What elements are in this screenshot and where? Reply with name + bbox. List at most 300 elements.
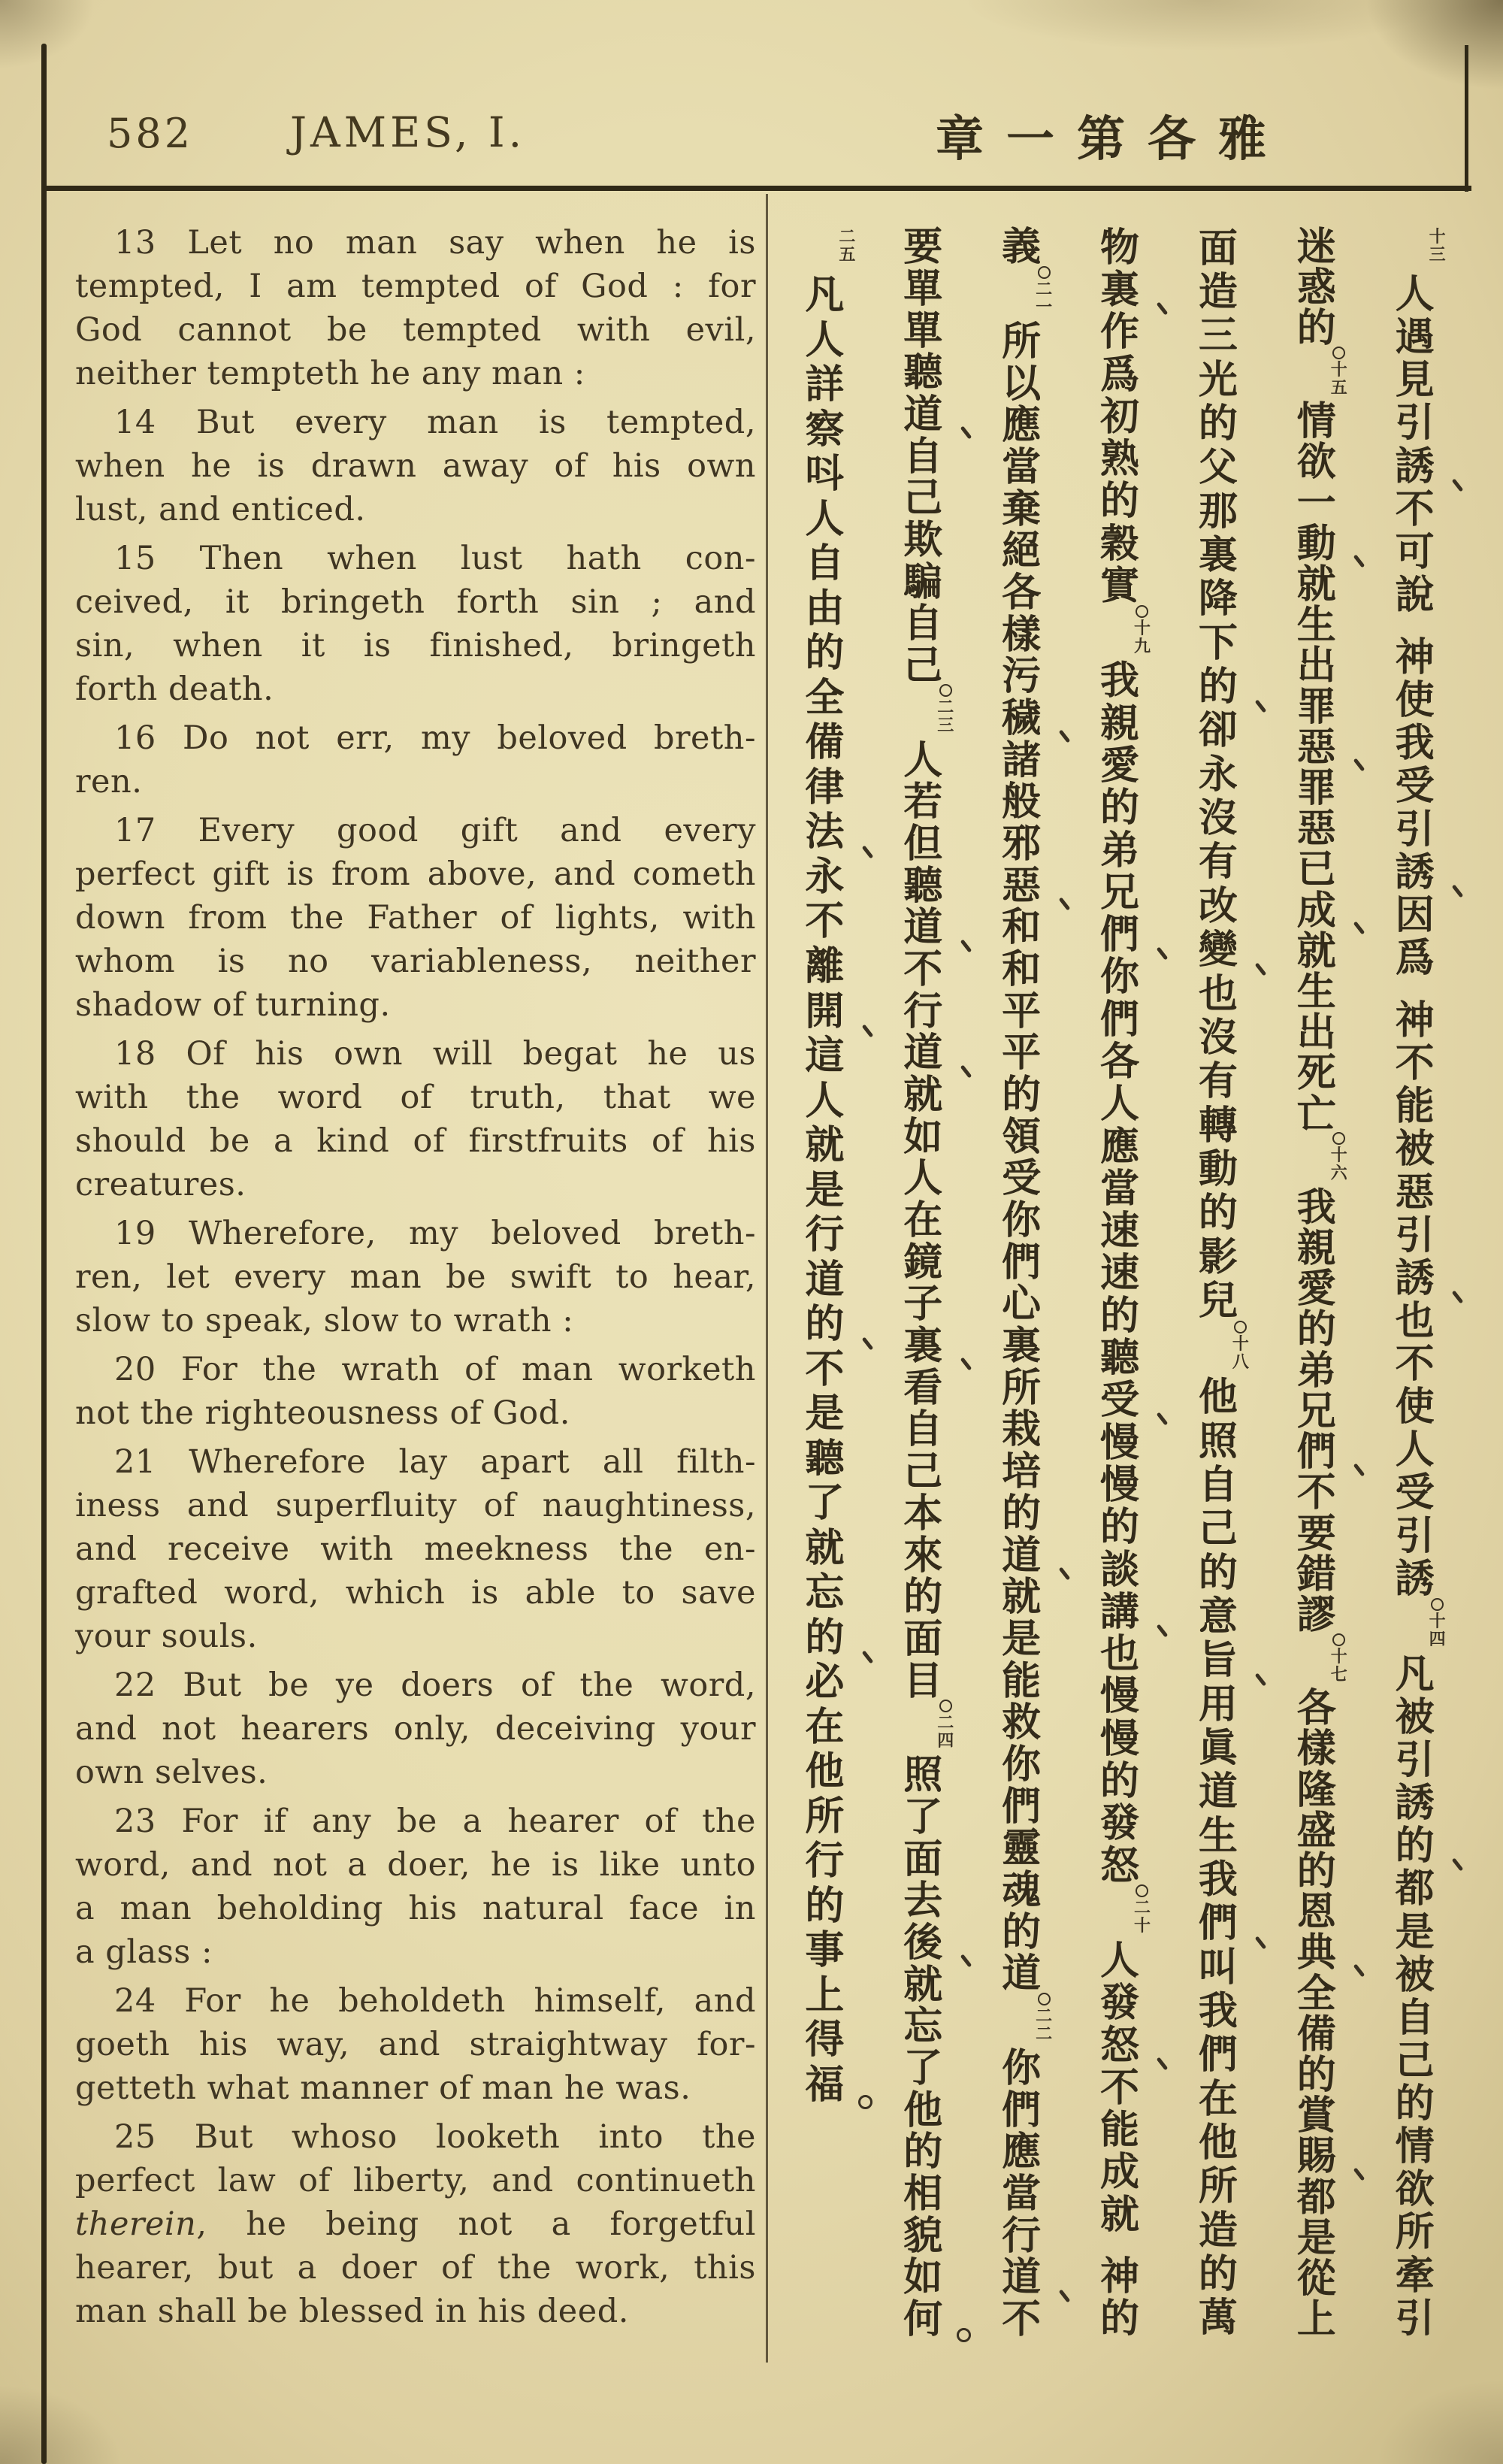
cjk-char: 的 — [1002, 1909, 1042, 1955]
marker-digit: 十 — [1330, 359, 1347, 380]
cjk-char: 受 — [1395, 1470, 1435, 1516]
cjk-char: 人 — [1099, 1937, 1139, 1984]
marker-digit: 二 — [1036, 2024, 1053, 2044]
cjk-char: 培 — [1002, 1448, 1042, 1495]
cjk-char: 不 — [1395, 1040, 1435, 1087]
cjk-char: 萬 — [1198, 2295, 1238, 2341]
cjk-char: 下 — [1198, 619, 1238, 666]
cjk-char: 們 — [1071, 910, 1169, 952]
cjk-char: 貌 — [903, 2212, 943, 2259]
cjk-char: 弟 — [1099, 827, 1139, 873]
cjk-char: 絕 — [1002, 528, 1042, 574]
cjk-char: 上 — [805, 1972, 845, 2018]
cjk-char: 都 — [1296, 2174, 1336, 2220]
marker-digit: 五 — [839, 245, 856, 265]
cjk-char: 們 — [1267, 1427, 1365, 1468]
cjk-char: 的 — [1169, 661, 1267, 704]
cjk-char: 成 — [1267, 886, 1365, 927]
cjk-char: 己 — [1395, 2037, 1435, 2084]
cjk-char: 道 — [874, 390, 972, 432]
cjk-char: 的 — [1296, 1306, 1336, 1353]
cjk-char: 出 — [1296, 1010, 1336, 1056]
verse-line: down from the Father of lights, with — [75, 899, 756, 937]
cjk-char: 不 — [1099, 2064, 1139, 2111]
marker-digit: 二 — [1133, 1898, 1151, 1918]
cjk-char: 都 — [1395, 1866, 1435, 1912]
verse-line: 20 For the wrath of man worketh — [114, 1351, 756, 1388]
cjk-char: 由 — [805, 585, 845, 631]
marker-digit: 六 — [1330, 1164, 1347, 1184]
cjk-char: 的 — [1099, 1292, 1139, 1339]
cjk-char: 慢 — [1099, 1419, 1139, 1466]
marker-digit: 十 — [1330, 1646, 1347, 1666]
cjk-char: 神 — [1395, 634, 1435, 681]
cjk-char: 我 — [1296, 1184, 1336, 1230]
marker-digit: 十 — [1429, 1611, 1446, 1631]
marker-digit: 三 — [937, 716, 954, 736]
cjk-char: 不 — [1296, 1470, 1336, 1516]
cjk-char: 他 — [805, 1748, 845, 1795]
marker-digit: 十 — [1232, 1333, 1249, 1354]
cjk-char: 不 — [1395, 1341, 1435, 1388]
cjk-char: 沒 — [1198, 1014, 1238, 1061]
marker-circle — [1332, 1633, 1345, 1646]
verse-line: a man beholding his natural face in — [75, 1890, 756, 1927]
cjk-char: 所 — [1395, 2209, 1435, 2256]
cjk-char: 成 — [1099, 2149, 1139, 2196]
cjk-char: 人 — [903, 1155, 943, 1202]
marker-digit: 十 — [1330, 1146, 1347, 1166]
verse-line: forth death. — [75, 670, 274, 708]
verse-line: word, and not a doer, he is like unto — [75, 1846, 756, 1884]
chinese-column — [874, 222, 972, 2342]
cjk-char: 欲 — [1296, 439, 1336, 486]
cjk-char: 騙 — [903, 558, 943, 605]
chinese-column — [776, 222, 874, 2336]
cjk-char: 誘 — [1365, 1253, 1464, 1296]
cjk-char: 你 — [1002, 1197, 1042, 1244]
cjk-char: 裏 — [1198, 532, 1238, 579]
verse-line: sin, when it is finished, bringeth — [75, 627, 756, 664]
cjk-char: 來 — [903, 1532, 943, 1579]
cjk-char: 道 — [1002, 1951, 1042, 1997]
cjk-char: 子 — [903, 1281, 943, 1327]
cjk-char: 可 — [1395, 528, 1435, 575]
cjk-char: 的 — [1296, 305, 1336, 352]
cjk-char: 怒 — [1071, 2021, 1169, 2063]
cjk-char: 引 — [1395, 1512, 1435, 1559]
cjk-char: 父 — [1198, 444, 1238, 491]
cjk-char: 己 — [1198, 1506, 1238, 1552]
cjk-char: 受 — [1395, 763, 1435, 810]
cjk-char: 熟 — [1099, 436, 1139, 483]
cjk-char: 欲 — [1395, 2166, 1435, 2213]
cjk-char: 的 — [1198, 1190, 1238, 1237]
cjk-char: 在 — [805, 1703, 845, 1750]
cjk-char: 賜 — [1267, 2133, 1365, 2173]
cjk-char: 聽 — [1099, 1335, 1139, 1382]
cjk-char: 也 — [1099, 1631, 1139, 1678]
chinese-column — [972, 222, 1071, 2342]
verse-paragraph — [75, 1979, 756, 2110]
cjk-char: 速 — [1099, 1250, 1139, 1297]
cjk-char: 受 — [1002, 1155, 1042, 1202]
marker-circle — [1234, 1321, 1247, 1333]
cjk-char: 忘 — [805, 1570, 845, 1616]
marker-digit: 七 — [1330, 1664, 1347, 1685]
cjk-char: 遇 — [1395, 314, 1435, 361]
marker-circle — [1136, 605, 1148, 618]
cjk-char: 的 — [1099, 785, 1139, 831]
cjk-char: 單 — [903, 266, 943, 313]
cjk-char: 行 — [805, 1838, 845, 1884]
verse-line: 25 But whoso looketh into the — [114, 2118, 756, 2156]
cjk-char: 福 — [776, 2059, 874, 2104]
cjk-char: 面 — [903, 1615, 943, 1662]
cjk-char: 的 — [1002, 1490, 1042, 1536]
verse-number-marker — [1134, 1883, 1151, 1936]
cjk-char: 引 — [1395, 1212, 1435, 1258]
verse-line: 16 Do not err, my beloved breth- — [114, 719, 756, 757]
marker-digit: 二 — [1036, 2005, 1053, 2026]
running-head-book-title: JAMES, I. — [290, 108, 526, 156]
cjk-char: 穢 — [972, 694, 1071, 736]
cjk-char: 發 — [1099, 1980, 1139, 2027]
cjk-char: 以 — [1002, 360, 1042, 407]
cjk-char: 要 — [903, 224, 943, 271]
cjk-char: 察 — [805, 406, 845, 453]
cjk-char: 談 — [1099, 1546, 1139, 1593]
cjk-char: 能 — [1099, 2107, 1139, 2154]
cjk-char: 亡 — [1296, 1091, 1336, 1137]
cjk-char: 全 — [1296, 1970, 1336, 2017]
cjk-char: 相 — [903, 2170, 943, 2217]
cjk-char: 你 — [1002, 1741, 1042, 1787]
cjk-char: 轉 — [1198, 1102, 1238, 1149]
cjk-char: 造 — [1198, 269, 1238, 316]
verse-line: whom is no variableness, neither — [75, 943, 756, 980]
verse-line: ren. — [75, 763, 143, 801]
cjk-char: 動 — [1267, 519, 1365, 560]
cjk-char: 諸 — [1002, 737, 1042, 783]
marker-circle — [939, 684, 952, 697]
verse-paragraph — [75, 1348, 756, 1435]
verse-line: 17 Every good gift and every — [114, 812, 756, 849]
cjk-char: 沒 — [1198, 795, 1238, 842]
cjk-char: 實 — [1099, 563, 1139, 610]
cjk-char: 的 — [1365, 1821, 1464, 1863]
verse-line: getteth what manner of man he was. — [75, 2069, 691, 2107]
cjk-char: 他 — [1198, 1374, 1238, 1421]
cjk-char: 心 — [1002, 1281, 1042, 1327]
cjk-char: 了 — [805, 1480, 845, 1527]
cjk-char: 救 — [1002, 1700, 1042, 1746]
cjk-char: 的 — [1296, 1848, 1336, 1894]
cjk-char: 典 — [1267, 1929, 1365, 1969]
verse-line: should be a kind of firstfruits of his — [75, 1122, 756, 1160]
cjk-char: 迷 — [1296, 223, 1336, 270]
verse-paragraph — [75, 1212, 756, 1342]
cjk-char: 就 — [1002, 1574, 1042, 1621]
cjk-char: 要 — [1296, 1510, 1336, 1557]
verse-line: grafted word, which is able to save — [75, 1574, 756, 1612]
cjk-char: 欺 — [903, 517, 943, 564]
cjk-char: 的 — [1198, 401, 1238, 447]
cjk-char: 就 — [903, 1961, 943, 2008]
cjk-char: 他 — [1198, 2120, 1238, 2166]
cjk-char: 情 — [1395, 2123, 1435, 2170]
cjk-char: 己 — [903, 1448, 943, 1495]
cjk-period — [858, 2095, 872, 2109]
cjk-char: 就 — [1296, 562, 1336, 608]
cjk-char: 得 — [805, 2017, 845, 2063]
verse-paragraph — [75, 221, 756, 395]
verse-line: perfect gift is from above, and cometh — [75, 855, 756, 893]
cjk-char: 所 — [1002, 319, 1042, 365]
verse-line: ren, let every man be swift to hear, — [75, 1258, 756, 1296]
cjk-char: 自 — [1198, 1461, 1238, 1508]
cjk-char: 是 — [1395, 1909, 1435, 1955]
cjk-char: 各 — [1099, 1039, 1139, 1085]
verse-line: 18 Of his own will begat he us — [114, 1035, 756, 1073]
cjk-char: 的 — [1099, 1758, 1139, 1805]
cjk-char: 慢 — [1099, 1673, 1139, 1720]
verse-line: when he is drawn away of his own — [75, 447, 756, 485]
marker-digit: 九 — [1133, 636, 1151, 656]
cjk-char: 誘 — [1395, 1780, 1435, 1827]
cjk-char: 也 — [1198, 970, 1238, 1017]
cjk-char: 變 — [1169, 925, 1267, 968]
marker-digit: 二 — [839, 227, 856, 247]
cjk-char: 物 — [1099, 224, 1139, 271]
cjk-char: 的 — [776, 1611, 874, 1656]
cjk-char: 道 — [972, 1530, 1071, 1573]
marker-digit: 四 — [937, 1730, 954, 1751]
cjk-char: 凡 — [1395, 1651, 1435, 1697]
cjk-char: 意 — [1198, 1593, 1238, 1639]
cjk-char: 己 — [903, 475, 943, 522]
cjk-char: 使 — [1395, 1384, 1435, 1430]
cjk-char: 裏 — [1002, 1323, 1042, 1370]
cjk-char: 平 — [1002, 988, 1042, 1034]
cjk-char: 牽 — [1395, 2252, 1435, 2299]
right-top-border-rule — [1465, 45, 1468, 192]
left-page-border-rule — [41, 44, 47, 2464]
cjk-period — [957, 2328, 971, 2342]
marker-digit: 二 — [1036, 279, 1053, 299]
cjk-char: 慢 — [1099, 1461, 1139, 1508]
cjk-char: 去 — [903, 1878, 943, 1924]
verse-line: iness and superfluity of naughtiness, — [75, 1487, 756, 1524]
marker-circle — [1332, 1132, 1345, 1145]
cjk-char: 慢 — [1099, 1715, 1139, 1762]
verse-paragraph — [75, 1663, 756, 1794]
verse-paragraph — [75, 1800, 756, 1974]
marker-digit: 二 — [937, 1712, 954, 1733]
cjk-char: 生 — [1296, 969, 1336, 1016]
cjk-char: 不 — [1002, 2296, 1042, 2342]
verse-number-marker — [1232, 1319, 1249, 1372]
cjk-char: 被 — [1395, 1951, 1435, 1998]
cjk-char: 他 — [903, 2087, 943, 2133]
marker-circle — [1332, 347, 1345, 359]
cjk-char: 這 — [805, 1033, 845, 1079]
cjk-char: 人 — [903, 737, 943, 783]
cjk-char: 的 — [1198, 2251, 1238, 2298]
cjk-char: 的 — [1198, 1549, 1238, 1596]
verse-line: and not hearers only, deceiving your — [75, 1710, 756, 1748]
verse-line: your souls. — [75, 1618, 258, 1655]
cjk-char: 是 — [805, 1391, 845, 1437]
cjk-char: 所 — [1002, 1364, 1042, 1411]
cjk-char: 應 — [1002, 402, 1042, 449]
running-head-chinese-title: 章一第各雅 — [936, 111, 1289, 168]
cjk-char: 道 — [874, 903, 972, 945]
cjk-char: 和 — [1002, 904, 1042, 951]
cjk-char: 自 — [903, 601, 943, 647]
cjk-char: 各 — [1002, 570, 1042, 616]
cjk-char: 神 — [1099, 2254, 1139, 2300]
cjk-char: 影 — [1198, 1234, 1238, 1280]
marker-circle — [1038, 266, 1051, 279]
cjk-char: 我 — [1198, 1988, 1238, 2035]
cjk-char: 樣 — [1296, 1726, 1336, 1772]
cjk-char: 惡 — [1267, 723, 1365, 764]
verse-number-marker — [1429, 1597, 1446, 1649]
verse-line: perfect law of liberty, and continueth — [75, 2162, 756, 2199]
cjk-char: 情 — [1296, 398, 1336, 445]
cjk-char: 引 — [1395, 2295, 1435, 2341]
cjk-char: 不 — [805, 898, 845, 945]
cjk-char: 旨 — [1169, 1635, 1267, 1678]
cjk-char: 永 — [805, 853, 845, 900]
cjk-char: 三 — [1198, 313, 1238, 359]
cjk-char: 就 — [903, 1072, 943, 1118]
marker-digit: 八 — [1232, 1352, 1249, 1372]
cjk-char: 魂 — [1002, 1866, 1042, 1913]
cjk-char: 鏡 — [903, 1239, 943, 1285]
marker-circle — [1136, 1884, 1148, 1897]
cjk-char: 樣 — [1002, 611, 1042, 658]
cjk-char: 呌 — [805, 451, 845, 498]
cjk-char: 親 — [1099, 700, 1139, 746]
verse-line: goeth his way, and straightway for- — [75, 2026, 756, 2063]
cjk-char: 受 — [1071, 1376, 1169, 1418]
cjk-char: 被 — [1395, 1694, 1435, 1740]
verse-line: and receive with meekness the en- — [75, 1530, 756, 1568]
cjk-char: 死 — [1296, 1050, 1336, 1097]
cjk-char: 有 — [1198, 1058, 1238, 1105]
chinese-column — [1365, 222, 1464, 2341]
cjk-char: 邪 — [1002, 821, 1042, 867]
verse-line: creatures. — [75, 1166, 246, 1203]
cjk-char: 凡 — [805, 272, 845, 319]
cjk-char: 的 — [1099, 1504, 1139, 1551]
cjk-char: 義 — [1002, 224, 1042, 271]
cjk-char: 所 — [1198, 2163, 1238, 2210]
cjk-char: 各 — [1296, 1685, 1336, 1732]
cjk-char: 行 — [903, 988, 943, 1034]
cjk-char: 般 — [1002, 779, 1042, 825]
cjk-char: 了 — [903, 2045, 943, 2091]
verse-paragraph — [75, 2115, 756, 2333]
cjk-char: 道 — [1198, 1769, 1238, 1815]
cjk-char: 改 — [1198, 882, 1238, 929]
marker-digit: 十 — [1429, 227, 1446, 247]
verse-number-marker — [1134, 604, 1151, 656]
verse-line: ceived, it bringeth forth sin ; and — [75, 583, 756, 621]
cjk-char: 生 — [1198, 1812, 1238, 1859]
cjk-char: 速 — [1099, 1208, 1139, 1255]
cjk-char: 人 — [805, 1077, 845, 1124]
cjk-char: 行 — [805, 1212, 845, 1258]
cjk-char: 律 — [805, 764, 845, 810]
chinese-column — [1169, 222, 1267, 2341]
cjk-char: 動 — [1198, 1146, 1238, 1192]
verse-line: 13 Let no man say when he is — [114, 224, 756, 262]
cjk-char: 能 — [1395, 1083, 1435, 1130]
cjk-char: 親 — [1296, 1225, 1336, 1272]
cjk-char: 卻 — [1198, 707, 1238, 754]
cjk-char: 在 — [1198, 2075, 1238, 2122]
cjk-char: 棄 — [1002, 486, 1042, 532]
cjk-char: 人 — [1099, 1081, 1139, 1128]
cjk-char: 爲 — [1099, 351, 1139, 398]
cjk-char: 惑 — [1296, 264, 1336, 310]
cjk-char: 爲 — [1395, 934, 1435, 981]
cjk-char: 的 — [1395, 2081, 1435, 2127]
verse-paragraph — [75, 1440, 756, 1658]
cjk-char: 但 — [903, 821, 943, 867]
cjk-char: 一 — [1296, 480, 1336, 526]
cjk-char: 平 — [1002, 1030, 1042, 1076]
cjk-char: 眞 — [1198, 1725, 1238, 1772]
cjk-char: 不 — [805, 1346, 845, 1392]
marker-digit: 三 — [1429, 245, 1446, 265]
cjk-char: 有 — [1198, 839, 1238, 885]
cjk-char: 錯 — [1296, 1551, 1336, 1597]
cjk-char: 罪 — [1296, 765, 1336, 812]
verse-line: 22 But be ye doers of the word, — [114, 1666, 756, 1704]
cjk-char: 當 — [1099, 1165, 1139, 1212]
cjk-char: 目 — [903, 1657, 943, 1704]
cjk-char: 是 — [1002, 1615, 1042, 1662]
verse-number-marker — [839, 222, 855, 269]
cjk-char: 怒 — [1099, 1842, 1139, 1889]
cjk-char: 所 — [805, 1793, 845, 1839]
cjk-char: 詳 — [805, 362, 845, 408]
cjk-char: 自 — [805, 540, 845, 587]
cjk-char: 們 — [1002, 1783, 1042, 1830]
cjk-char: 應 — [1099, 1123, 1139, 1170]
cjk-char: 弟 — [1296, 1347, 1336, 1394]
cjk-char: 誘 — [1365, 441, 1464, 484]
cjk-char: 備 — [1296, 2011, 1336, 2057]
marker-digit: 一 — [1036, 297, 1053, 317]
column-divider-rule — [766, 194, 768, 2363]
cjk-char: 兄 — [1099, 869, 1139, 916]
verse-paragraph — [75, 537, 756, 711]
cjk-char: 領 — [1002, 1113, 1042, 1160]
cjk-char: 離 — [805, 943, 845, 989]
cjk-char: 裏 — [874, 1321, 972, 1364]
cjk-char: 講 — [1071, 1587, 1169, 1629]
cjk-char: 靈 — [1002, 1825, 1042, 1872]
cjk-char: 我 — [1395, 720, 1435, 767]
cjk-char: 的 — [903, 1574, 943, 1621]
cjk-char: 是 — [1296, 2214, 1336, 2261]
cjk-char: 忘 — [903, 2003, 943, 2050]
